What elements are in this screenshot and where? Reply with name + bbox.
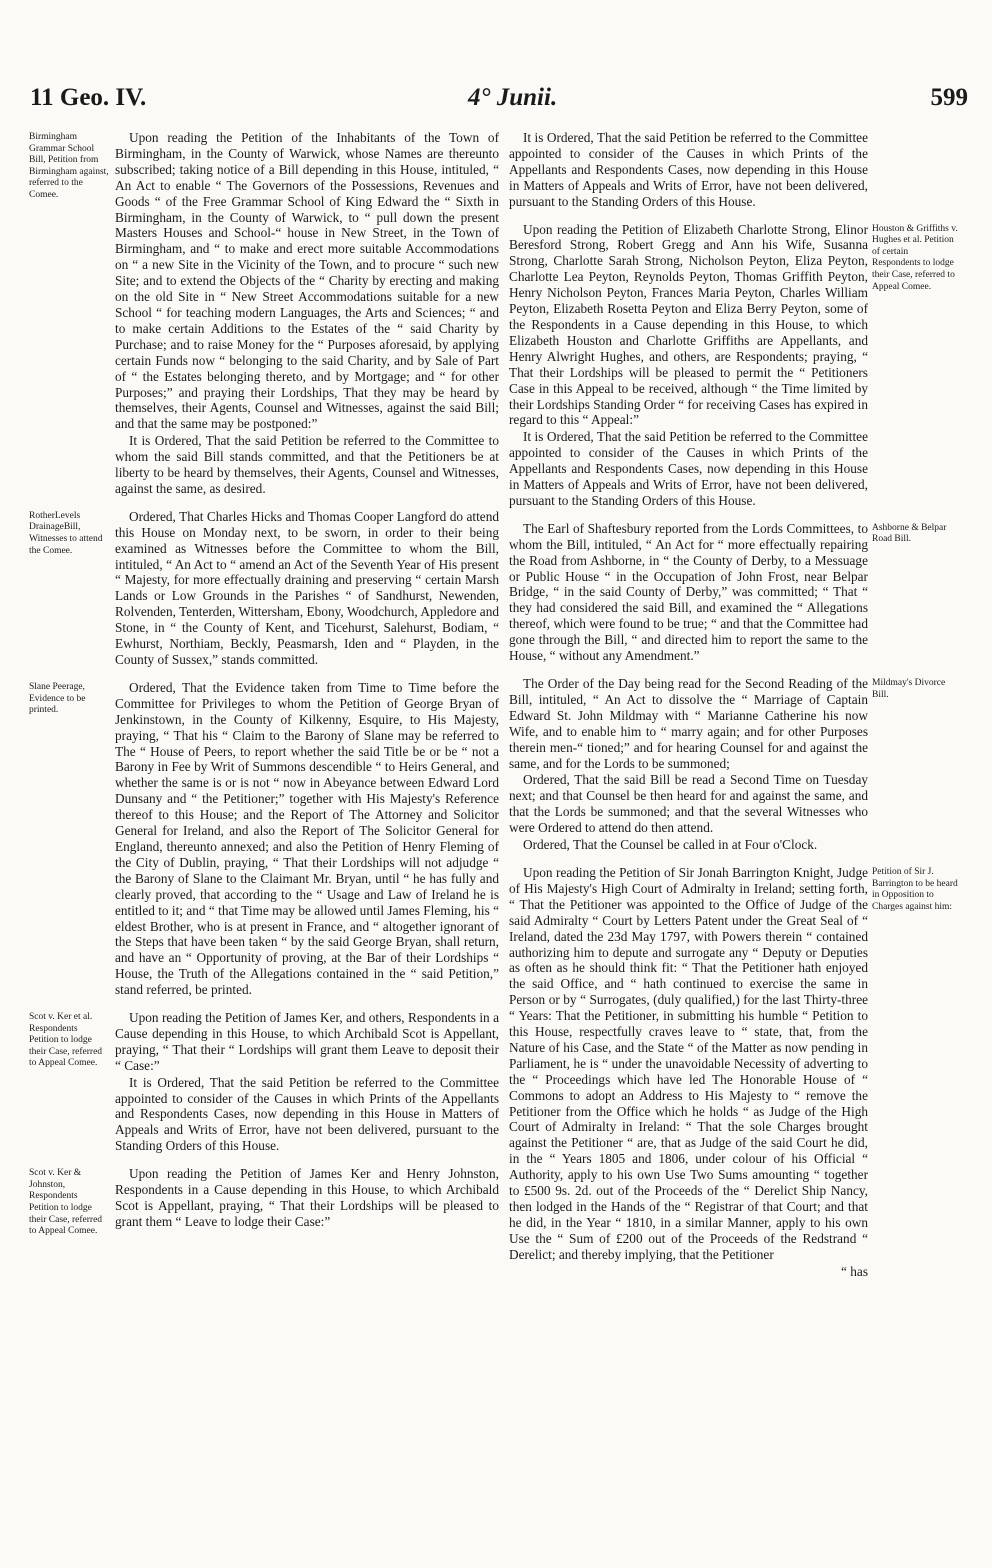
paragraph: Upon reading the Petition of James Ker and Henry Johnston, Respondents in a Cause depending in this House, to which Archibald Scot is Appellant, praying, “ That their Lordships will be pleased to grant them “ Leave to lodge their Case:” xyxy=(115,1166,499,1229)
margin-note: Mildmay's Divorce Bill. xyxy=(872,678,946,700)
margin-note: Ashborne & Belpar Road Bill. xyxy=(872,522,947,545)
paragraph: Ordered, That the said Bill be read a Second Time on Tuesday next; and that Counsel be then heard for and against the same, and that the Lords be summoned; and that the several Witnesses who were Ordered to attend do then attend. xyxy=(509,772,868,836)
entry-rother-levels xyxy=(29,508,499,668)
entry-continued-order xyxy=(509,130,868,210)
margin-note: RotherLevels DrainageBill, Witnesses to attend the Comee. xyxy=(29,510,103,556)
paragraph: Upon reading the Petition of Sir Jonah Barrington Knight, Judge of His Majesty's High Court of Admiralty in Ireland; setting forth, “ That the Petitioner was appointed to the Office of Judge of the said Admiralty “ Court by Letters Patent under the Great Seal of “ Ireland, dated the 23d May 1797, with Powers therein “ contained authorizing him to depute and surrogate any “ Deputy or Deputies as often as he should think fit: “ That the Petitioner hath enjoyed the said Office, and “ hath continued to exercise the same in Person or by “ Surrogates, (duly qualified,) for the last Thirty-three “ Years: That the Petitioner, in submitting his humble “ Petition to this House, respectfully craves leave to “ state, that, from the Nature of his Case, and the State “ of the Matter as now pending in Parliament, he is “ under the unavoidable Necessity of adverting to the “ Proceedings which have led The Honorable House of “ Commons to adopt an Address to His Majesty to “ remove the Petitioner from the Office which he holds “ as Judge of the High Court of Admiralty in Ireland: “ That the sole Charges brought against the Petitioner “ are, that as Judge of the said Court he did, in the “ Years 1805 and 1806, under colour of his Official “ Authority, apply to his own Use Two Sums amounting “ together to £500 9s. 2d. out of the Proceeds of the “ Derelict Ship Nancy, then lodged in the Hands of the “ Registrar of that Court; and that he did, in the Year “ 1810, in a similar Manner, apply to his own Use the “ Sum of £200 out of the Proceeds of the Redstrand “ Derelict; and thereby implying, that the Petitioner xyxy=(509,864,868,1262)
catchword: “ has xyxy=(841,1263,868,1279)
regnal-year: 11 Geo. IV. xyxy=(30,84,147,111)
entry-scot-v-ker-johnston xyxy=(29,1166,499,1237)
paragraph: Upon reading the Petition of James Ker, and others, Respondents in a Cause depending in this House, to which Archibald Scot is Appellant, praying, “ That their “ Lordships will grant them Leave to deposit their “ Case:” xyxy=(115,1010,499,1073)
left-column xyxy=(29,130,499,1242)
margin-note: Scot v. Ker et al. Respondents Petition to lodge their Case, referred to Appeal Comee. xyxy=(29,1012,103,1069)
paragraph: It is Ordered, That the said Petition be referred to the Committee appointed to consider of the Causes in which Prints of the Appellants and Respondents Cases, now depending in this House in Matters of Appeals and Writs of Error, have not been delivered, pursuant to the Standing Orders of this House. xyxy=(115,1074,499,1154)
paragraph: It is Ordered, That the said Petition be referred to the Committee appointed to consider of the Causes in which Prints of the Appellants and Respondents Cases, now depending in this House in Matters of Appeals and Writs of Error, have not been delivered, pursuant to the Standing Orders of this House. xyxy=(509,130,868,209)
paragraph: Upon reading the Petition of Elizabeth Charlotte Strong, Elinor Beresford Strong, Robert Gregg and Ann his Wife, Susanna Strong, Charlotte Sarah Strong, Nicholson Peyton, Eliza Peyton, Charlotte Lea Peyton, Reynolds Peyton, Thomas Griffith Peyton, Henry Nicholson Peyton, Frances Maria Peyton, Charles William Peyton, Elizabeth Rosetta Peyton and Eliza Berry Peyton, some of the Respondents in a Cause depending in this House, to which Elizabeth Houston and Charlotte Griffiths are Appellants, and Henry Alwright Hughes, and others, are Respondents; praying, “ That their Lordships will be pleased to permit the “ Petitioners Case in this Appeal to be received, although “ the Time limited by their Lordships Standing Order “ for receiving Cases has expired in regard to this “ Appeal:” xyxy=(509,221,868,428)
paragraph: Ordered, That the Counsel be called in at Four o'Clock. xyxy=(523,837,818,853)
paragraph: It is Ordered, That the said Petition be referred to the Committee to whom the said Bill stands committed, and that the Petitioners be at liberty to be heard by themselves, their Agents, Counsel and Witnesses, against the same, as desired. xyxy=(115,433,499,496)
margin-note: Birmingham Grammar School Bill, Petition from Birmingham against, referred to the Comee. xyxy=(29,132,109,200)
entry-scot-v-ker xyxy=(29,1010,499,1154)
entry-ashborne-belpar-road xyxy=(509,520,947,664)
margin-note: Houston & Griffiths v. Hughes et al. Petition of certain Respondents to lodge their Case, referred to Appeal Comee. xyxy=(872,223,958,292)
page-header xyxy=(30,84,968,124)
right-column xyxy=(509,130,958,1292)
entry-barrington-petition xyxy=(509,864,958,1280)
date-heading: 4° Junii. xyxy=(468,84,558,111)
page-number: 599 xyxy=(930,84,968,111)
paragraph: Upon reading the Petition of the Inhabitants of the Town of Birmingham, in the County of Warwick, whose Names are thereunto subscribed; taking notice of a Bill depending in this House, intituled, “ An Act to enable “ The Governors of the Possessions, Revenues and Goods “ of the Free Grammar School of King Edward the “ Sixth in Birmingham, in the County of Warwick, to “ pull down the present Masters Houses and School-“ house in New Street, in the Town of Birmingham, and “ to make and erect more suitable Accommodations on “ a new Site in the Vicinity of the Town, and to procure “ such new Site; and to extend the Objects of the “ Charity by erecting and making on the old Site in “ New Street Accommodations suitable for a new School “ for teaching modern Languages, the Arts and Sciences; “ and to make certain Additions to the Estates of the “ said Charity by Purchase; and to raise Money for the “ Purposes aforesaid, by applying certain Funds now “ belonging to the said Charity, and by Sale of Part of “ the Estates belonging thereto, and by Mortgage; and “ for other Purposes;” and praying their Lordships, That they may be heard by themselves, their Agents, Counsel and Witnesses, against the said Bill; and that the same may be postponed:” xyxy=(115,130,499,432)
paragraph: It is Ordered, That the said Petition be referred to the Committee appointed to consider of the Causes in which Prints of the Appellants and Respondents Cases, now depending in this House in Matters of Appeals and Writs of Error, have not been delivered, pursuant to the Standing Orders of this House. xyxy=(509,429,868,508)
paragraph: Ordered, That Charles Hicks and Thomas Cooper Langford do attend this House on Monday next, to be sworn, in order to their being examined as Witnesses before the Committee to whom the Bill, intituled, “ An Act to “ amend an Act of the Seventh Year of His present “ Majesty, for more effectually draining and preserving “ certain Marsh Lands or Low Grounds in the Parishes “ of Sandhurst, Newenden, Rolvenden, Tenterden, Wittersham, Ebony, Woodchurch, Appledore and Stone, in “ the County of Kent, and Ticehurst, Salehurst, Bodiam, “ Ewhurst, Northiam, Beckly, Peasmarsh, Iden and “ Playden, in the County of Sussex,” stands committed. xyxy=(115,508,499,667)
entry-mildmay-divorce xyxy=(509,676,946,853)
entry-birmingham-grammar-school xyxy=(29,130,499,497)
margin-note: Petition of Sir J. Barrington to be heard in Opposition to Charges against him: xyxy=(872,866,958,912)
paragraph: Ordered, That the Evidence taken from Time to Time before the Committee for Privileges to whom the Petition of George Bryan of Jenkinstown, in the County of Kilkenny, Esquire, to His Majesty, praying, “ That his “ Claim to the Barony of Slane may be referred to The “ House of Peers, to report whether the said Title be or be “ not a Barony in Fee by Writ of Summons descendible “ to Heirs General, and whether the same is or is not “ now in Abeyance between Edward Lord Dunsany and “ the Petitioner;” together with His Majesty's Reference thereof to this House; and the Report of The Attorney and Solicitor General for Ireland, and also the Report of The Solicitor General for England, thereunto annexed; and also the Petition of Henry Fleming of the City of Dublin, praying, “ That their Lordships will not adjudge “ the Barony of Slane to the Claimant Mr. Bryan, until “ he has fully and clearly proved, that according to the “ Usage and Law of Ireland he is entitled to it; and “ that Time may be allowed until James Fleming, his “ eldest Brother, who is at present in France, and “ altogether ignorant of the Steps that have been taken “ by the said George Bryan, shall return, and have an “ Opportunity of proving, at the Bar of their Lordships “ House, the Truth of the Allegations contained in the “ said Petition,” stand referred, be printed. xyxy=(115,679,499,998)
margin-note: Scot v. Ker & Johnston, Respondents Petition to lodge their Case, referred to Appeal Comee. xyxy=(29,1168,103,1237)
paragraph: The Order of the Day being read for the Second Reading of the Bill, intituled, “ An Act to dissolve the “ Marriage of Captain Edward St. John Mildmay with “ Marianne Catherine his now Wife, and to enable him to “ marry again; and for other Purposes therein men-“ tioned;” and for hearing Counsel for and against the same, and for the Lords to be summoned; xyxy=(509,676,868,771)
entry-houston-griffiths xyxy=(509,221,958,509)
margin-note: Slane Peerage, Evidence to be printed. xyxy=(29,681,86,716)
entry-slane-peerage xyxy=(29,679,499,998)
paragraph: The Earl of Shaftesbury reported from the Lords Committees, to whom the Bill, intituled, “ An Act for “ more effectually repairing the Road from Ashborne, in “ the County of Derby, to a Messuage or Public House “ in the Occupation of John Frost, near Belpar Bridge, “ in the said County of Derby,” was committed; “ That “ they had considered the said Bill, and examined the “ Allegations thereof, which were found to be true; “ and that the Committee had gone through the Bill, “ and directed him to report the same to the House, “ without any Amendment.” xyxy=(509,520,868,664)
